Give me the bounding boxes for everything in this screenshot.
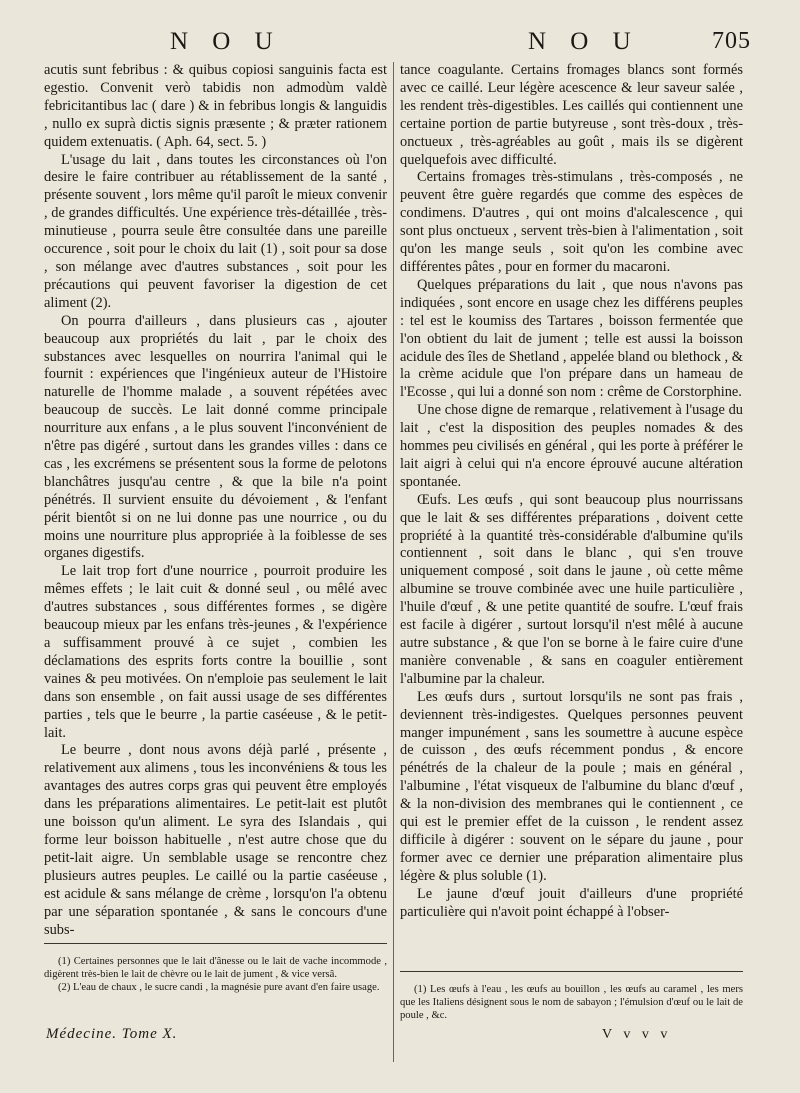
paragraph: Une chose digne de remarque , relativement à l'usage du lait , c'est la disposition des peuples nomades & des hommes peu civilisés en général , qui les porte à préférer le lait aigri à celui qui n'a encore éprouvé aucune altération spontanée. bbox=[400, 402, 743, 490]
footnote-rule-right bbox=[400, 971, 743, 972]
paragraph: tance coagulante. Certains fromages blancs sont formés avec ce caillé. Leur légère acescence & leur saveur salée , les rendent très-digestibles. Les caillés qui contiennent une certaine portion de partie butyreuse , sont très-doux , très-onctueux , très-agréables au goût , mais ils se digèrent quelquefois avec difficulté. bbox=[400, 62, 743, 168]
paragraph: Les œufs durs , surtout lorsqu'ils ne sont pas frais , deviennent très-indigestes. Quelques personnes peuvent manger impunément , sans les soumettre à aucune espèce de cuisson , des œufs récemment pondus , & encore pénétrés de la chaleur de la poule ; mais en général , l'albumine , l'état visqueux de l'albumine du blanc d'œuf , & la non-division des membranes qui le contiennent , ce qui est le premier effet de la cuisson , le rendent assez difficile à digérer : souvent on le sépare du jaune , pour former avec ce dernier une préparation alimentaire plus légère & plus soluble (1). bbox=[400, 688, 743, 884]
footnotes-right bbox=[400, 983, 743, 1023]
right-column bbox=[400, 62, 743, 922]
footnote: (1) Certaines personnes que le lait d'ânesse ou le lait de vache incommode , digèrent très-bien le lait de chèvre ou le lait de jument , & vice versâ. bbox=[44, 956, 387, 981]
paragraph: Le lait trop fort d'une nourrice , pourroit produire les mêmes effets ; le lait cuit & donné seul , ou mêlé avec d'autres substances , sous différentes formes , se digère beaucoup mieux par les enfans très-jeunes , & l'expérience a suffisamment prouvé à ce sujet , combien les déclamations des esprits forts contre la bouillie , sont vaines & peu motivées. On n'emploie pas seulement le lait dans son ensemble , on fait aussi usage de ses différentes parties , tels que le beurre , la partie caséeuse , & le petit-lait. bbox=[44, 563, 387, 741]
footnote-rule-left bbox=[44, 943, 387, 944]
paragraph: Certains fromages très-stimulans , très-composés , ne peuvent être guère regardés que comme des espèces de condimens. D'autres , qui ont moins d'alcalescence , qui sont plus onctueux , servent très-bien à l'alimentation , soit qu'on les mange seuls , soit qu'on les combine avec différentes pâtes , pour en former du macaroni. bbox=[400, 169, 743, 275]
footnotes-left bbox=[44, 955, 387, 995]
column-divider bbox=[393, 62, 394, 1062]
running-head-right: N O U bbox=[528, 28, 640, 55]
paragraph: Œufs. Les œufs , qui sont beaucoup plus nourrissans que le lait & ses différentes préparations , doivent cette propriété à la quantité très-considérable d'albumine qu'ils contiennent , soit dans le blanc , qui s'en trouve uniquement composé , soit dans le jaune , où cette même albumine se trouve combinée avec une huile particulière , l'huile d'œuf , & une petite quantité de soufre. L'œuf frais est facile à digérer , surtout lorsqu'il n'est mêlé à aucune autre substance , & que l'on se borne à le faire cuire d'une manière convenable , & sans en coaguler entièrement l'albumine par la chaleur. bbox=[400, 491, 743, 687]
paragraph: Le beurre , dont nous avons déjà parlé , présente , relativement aux alimens , tous les inconvéniens & tous les avantages des autres corps gras qui peuvent être employés dans les préparations alimentaires. Le petit-lait est plutôt une boisson qu'un aliment. Le syra des Islandais , qui forme leur boisson habituelle , n'est autre chose que du petit-lait aigre. Un semblable usage se rencontre chez plusieurs autres peuples. Le caillé ou la partie caséeuse , est acidule & sans mélange de crème , lorsqu'on l'a obtenu par une séparation spontanée , & sans le concours d'une subs- bbox=[44, 742, 387, 938]
paragraph: On pourra d'ailleurs , dans plusieurs cas , ajouter beaucoup aux propriétés du lait , par le choix des substances avec lesquelles on nourrira l'animal qui le fournit : expériences que l'ingénieux auteur de l'Histoire naturelle de l'homme malade , a souvent répétées avec beaucoup de succès. Le lait donné comme principale nourriture aux enfans , a le plus souvent l'inconvénient de n'être pas digéré , surtout dans les grandes villes : dans ce cas , les excrémens se présentent sous la forme de pelotons blanchâtres jusqu'au centre , & que la bile n'a point pénétrés. Il survient ensuite du dévoiement , & l'enfant périt bientôt si on ne lui donne pas une nourrice , ou du moins une nourriture plus appropriée à la foiblesse de ses organes digestifs. bbox=[44, 312, 387, 562]
footnote: (1) Les œufs à l'eau , les œufs au bouillon , les œufs au caramel , les mers que les Italiens désignent sous le nom de sabayon ; l'émulsion d'œuf ou le lait de poule , &c. bbox=[400, 984, 743, 1022]
page-number: 705 bbox=[712, 28, 751, 54]
signature-mark: V v v v bbox=[602, 1027, 672, 1042]
running-head-left: N O U bbox=[170, 28, 282, 55]
paragraph: acutis sunt febribus : & quibus copiosi sanguinis facta est egestio. Convenit verò tabidis non admodùm valdè febricitantibus lac ( dare ) & in febribus longis & languidis , nullo ex suprà dictis signis præsente ; & præter rationem quidem extenuatis. ( Aph. 64, sect. 5. ) bbox=[44, 62, 387, 150]
paragraph: Le jaune d'œuf jouit d'ailleurs d'une propriété particulière qui n'avoit point échappé à l'obser- bbox=[400, 885, 743, 920]
left-column bbox=[44, 62, 387, 939]
paragraph: L'usage du lait , dans toutes les circonstances où l'on desire le faire contribuer au rétablissement de la santé , présente souvent , lors même qu'il paroît le mieux convenir , de grandes difficultés. Une expérience très-détaillée , très-minutieuse , pourra seule être consultée dans une pareille occurence , soit pour le choix du lait (1) , soit pour sa dose , son mélange avec d'autres substances , soit pour les précautions qui peuvent favoriser la digestion de cet aliment (2). bbox=[44, 151, 387, 311]
footnote: (2) L'eau de chaux , le sucre candi , la magnésie pure avant d'en faire usage. bbox=[58, 982, 380, 994]
signature-line: Médecine. Tome X. bbox=[46, 1026, 178, 1042]
paragraph: Quelques préparations du lait , que nous n'avons pas indiquées , sont encore en usage chez les différens peuples : tel est le koumiss des Tartares , boisson fermentée que l'on obtient du lait de jument ; telle est aussi la boisson acidule des îles de Shetland , appelée bland ou blethock , & la crème acidule que l'on prépare dans un hameau de l'Ecosse , qui lui a donné son nom : crême de Corstorphine. bbox=[400, 276, 743, 401]
